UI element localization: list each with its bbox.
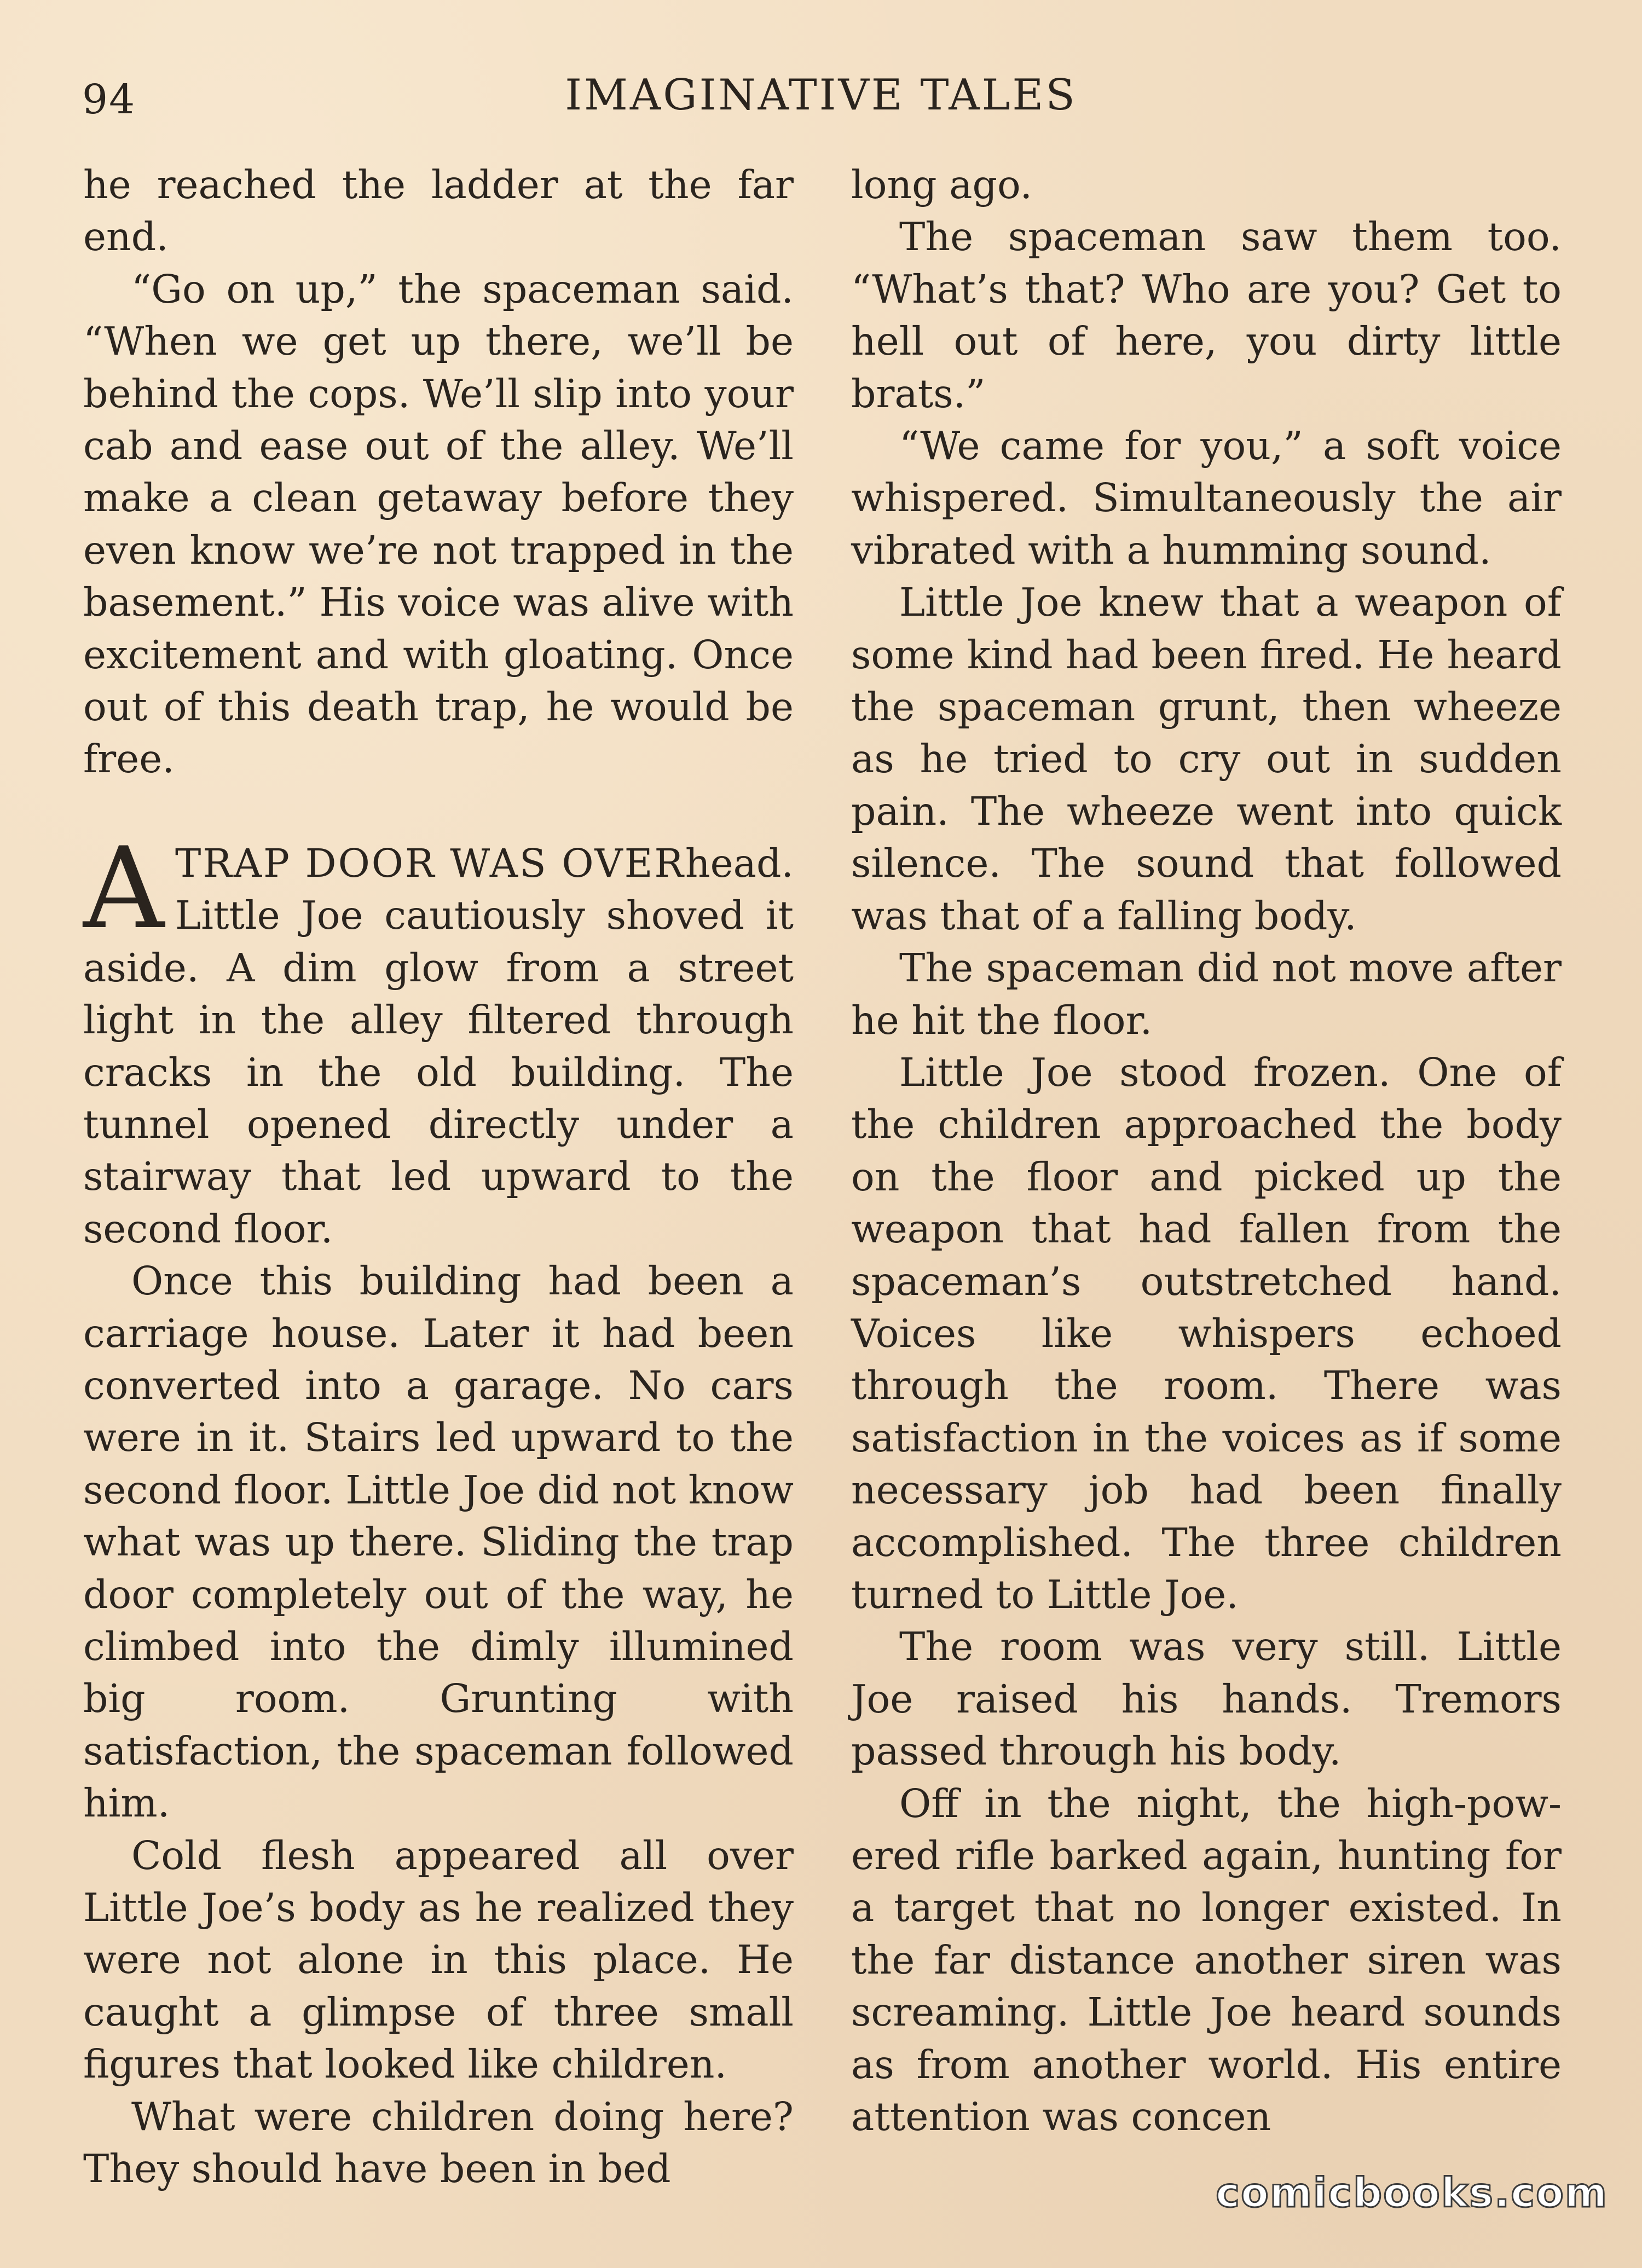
section-opening-paragraph bbox=[83, 823, 794, 1255]
source-watermark: comicbooks.com bbox=[1216, 2169, 1608, 2217]
paragraph: Once this building had been a carriage house. Later it had been converted into a garage. No cars were in it. Stairs led upward to the second floor. Little Joe did not know what was up there. Sliding the trap door completely out of the way, he climbed into the dimly illumined big room. Grunting with satisfaction, the spaceman followed him. bbox=[83, 1258, 794, 1826]
paragraph: “We came for you,” a soft voice whispered. Simultaneously the air vibrated with a humming sound. bbox=[851, 423, 1562, 573]
paragraph: Off in the night, the high-powered rifle barked again, hunting for a target that no longer existed. In the far distance another siren was screaming. Little Joe heard sounds as from another world. His entire attention was concen bbox=[851, 1780, 1562, 2140]
paragraph: Cold flesh appeared all over Little Joe’s body as he realized they were not alone in this place. He caught a glimpse of three small figures that looked like children. bbox=[83, 1832, 794, 2087]
left-column bbox=[83, 159, 794, 2195]
right-column bbox=[851, 159, 1562, 2143]
page-number: 94 bbox=[82, 76, 136, 123]
section-lead-in: TRAP DOOR WAS OVER bbox=[175, 840, 685, 886]
running-head: IMAGINATIVE TALES bbox=[565, 71, 1077, 120]
paragraph: long ago. bbox=[851, 162, 1033, 207]
paragraph: he reached the ladder at the far end. bbox=[83, 162, 794, 260]
paragraph: “Go on up,” the spaceman said. “When we get up there, we’ll be behind the cops. We’ll slip into your cab and ease out of the alley. We’ll make a clean getaway before they even know we’re not trapped in the basement.” His voice was alive with excitement and with gloating. Once out of this death trap, he would be free. bbox=[83, 266, 794, 782]
paragraph: The spaceman saw them too. “What’s that? Who are you? Get to hell out of here, you dirty little brats.” bbox=[851, 214, 1562, 416]
paragraph: What were children doing here? They should have been in bed bbox=[83, 2093, 794, 2192]
paragraph: The spaceman did not move after he hit the floor. bbox=[851, 945, 1562, 1043]
paragraph: Little Joe stood frozen. One of the children approached the body on the floor and picked up the weapon that had fallen from the spaceman’s outstretched hand. Voices like whispers echoed through the room. There was satisfaction in the voices as if some necessary job had been finally accomplished. The three children turned to Little Joe. bbox=[851, 1049, 1562, 1617]
paragraph-text: head. Little Joe cautiously shoved it aside. A dim glow from a street light in the alley filtered through cracks in the old building. The tunnel opened directly under a stairway that led upward to the second floor. bbox=[83, 840, 794, 1252]
paragraph: The room was very still. Little Joe raised his hands. Tremors passed through his body. bbox=[851, 1624, 1562, 1774]
drop-cap-initial: A bbox=[83, 823, 165, 954]
paragraph: Little Joe knew that a weapon of some kind had been fired. He heard the spaceman grunt, then wheeze as he tried to cry out in sudden pain. The wheeze went into quick silence. The sound that followed was that of a falling body. bbox=[851, 580, 1562, 939]
